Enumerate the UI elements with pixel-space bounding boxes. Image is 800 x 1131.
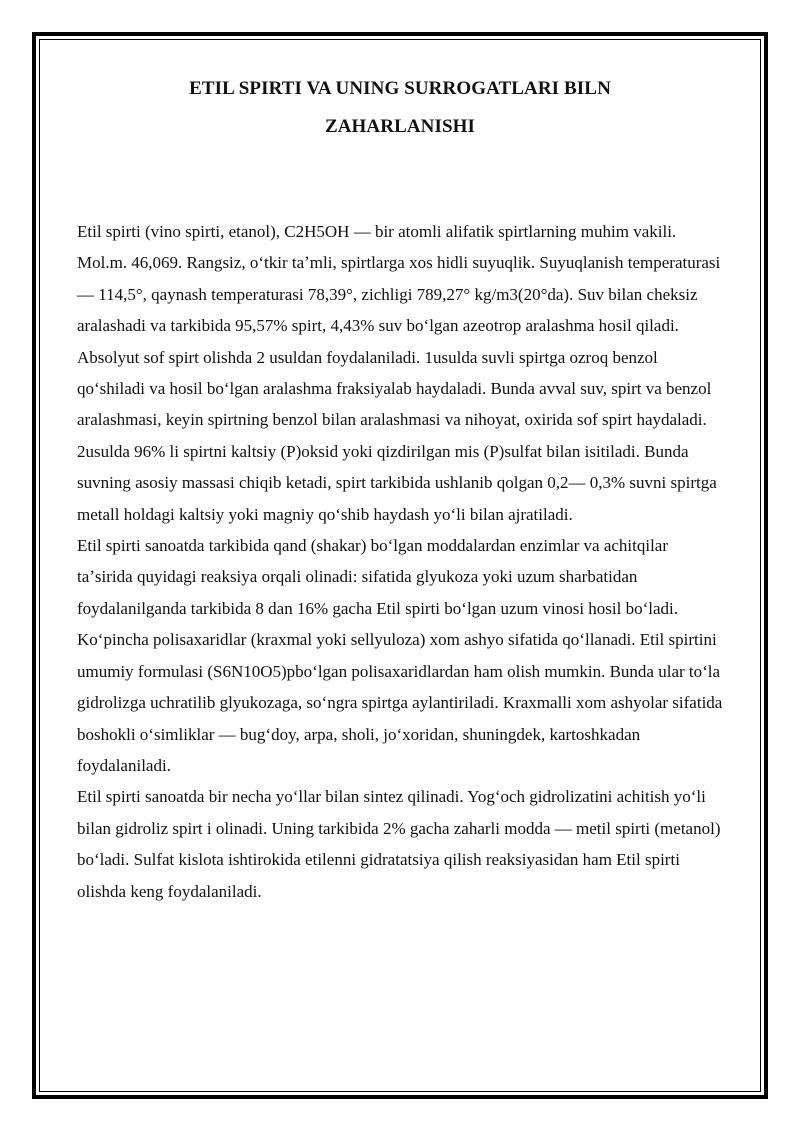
document-title-line-2: ZAHARLANISHI	[324, 116, 476, 137]
document-title	[0, 70, 800, 146]
document-body	[77, 216, 727, 907]
paragraph-3: Etil spirti sanoatda bir necha yoʻllar bilan sintez qilinadi. Yogʻoch gidrolizatini achitish yoʻli bilan gidroliz spirt i olinadi. Uning tarkibida 2% gacha zaharli modda — metil spirti (metanol) boʻladi. Sulfat kislota ishtirokida etilenni gidratatsiya qilish reaksiyasidan ham Etil spirti olishda keng foydalaniladi.	[77, 787, 721, 901]
paragraph-1: Etil spirti (vino spirti, etanol), C2H5OH — bir atomli alifatik spirtlarning muhim vakili. Mol.m. 46,069. Rangsiz, oʻtkir taʼmli, spirtlarga xos hidli suyuqlik. Suyuqlanish temperaturasi — 114,5°, qaynash temperaturasi 78,39°, zichligi 789,27° kg/m3(20°da). Suv bilan cheksiz aralashadi va tarkibida 95,57% spirt, 4,43% suv boʻlgan azeotrop aralashma hosil qiladi. Absolyut sof spirt olishda 2 usuldan foydalaniladi. 1usulda suvli spirtga ozroq benzol qoʻshiladi va hosil boʻlgan aralashma fraksiyalab haydaladi. Bunda avval suv, spirt va benzol aralashmasi, keyin spirtning benzol bilan aralashmasi va nihoyat, oxirida sof spirt haydaladi. 2usulda 96% li spirtni kaltsiy (P)oksid yoki qizdirilgan mis (P)sulfat bilan isitiladi. Bunda suvning asosiy massasi chiqib ketadi, spirt tarkibida ushlanib qolgan 0,2— 0,3% suvni spirtga metall holdagi kaltsiy yoki magniy qoʻshib haydash yoʻli bilan ajratiladi.	[77, 222, 721, 524]
document-title-line-1: ETIL SPIRTI VA UNING SURROGATLARI BILN	[189, 78, 611, 99]
paragraph-2: Etil spirti sanoatda tarkibida qand (shakar) boʻlgan moddalardan enzimlar va achitqilar taʼsirida quyidagi reaksiya orqali olinadi: sifatida glyukoza yoki uzum sharbatidan foydalanilganda tarkibida 8 dan 16% gacha Etil spirti boʻlgan uzum vinosi hosil boʻladi. Koʻpincha polisaxaridlar (kraxmal yoki sellyuloza) xom ashyo sifatida qoʻllanadi. Etil spirtini umumiy formulasi (S6N10O5)pboʻlgan polisaxaridlardan ham olish mumkin. Bunda ular toʻla gidrolizga uchratilib glyukozaga, soʻngra spirtga aylantiriladi. Kraxmalli xom ashyolar sifatida boshokli oʻsimliklar — bugʻdoy, arpa, sholi, joʻxoridan, shuningdek, kartoshkadan foydalaniladi.	[77, 536, 723, 775]
